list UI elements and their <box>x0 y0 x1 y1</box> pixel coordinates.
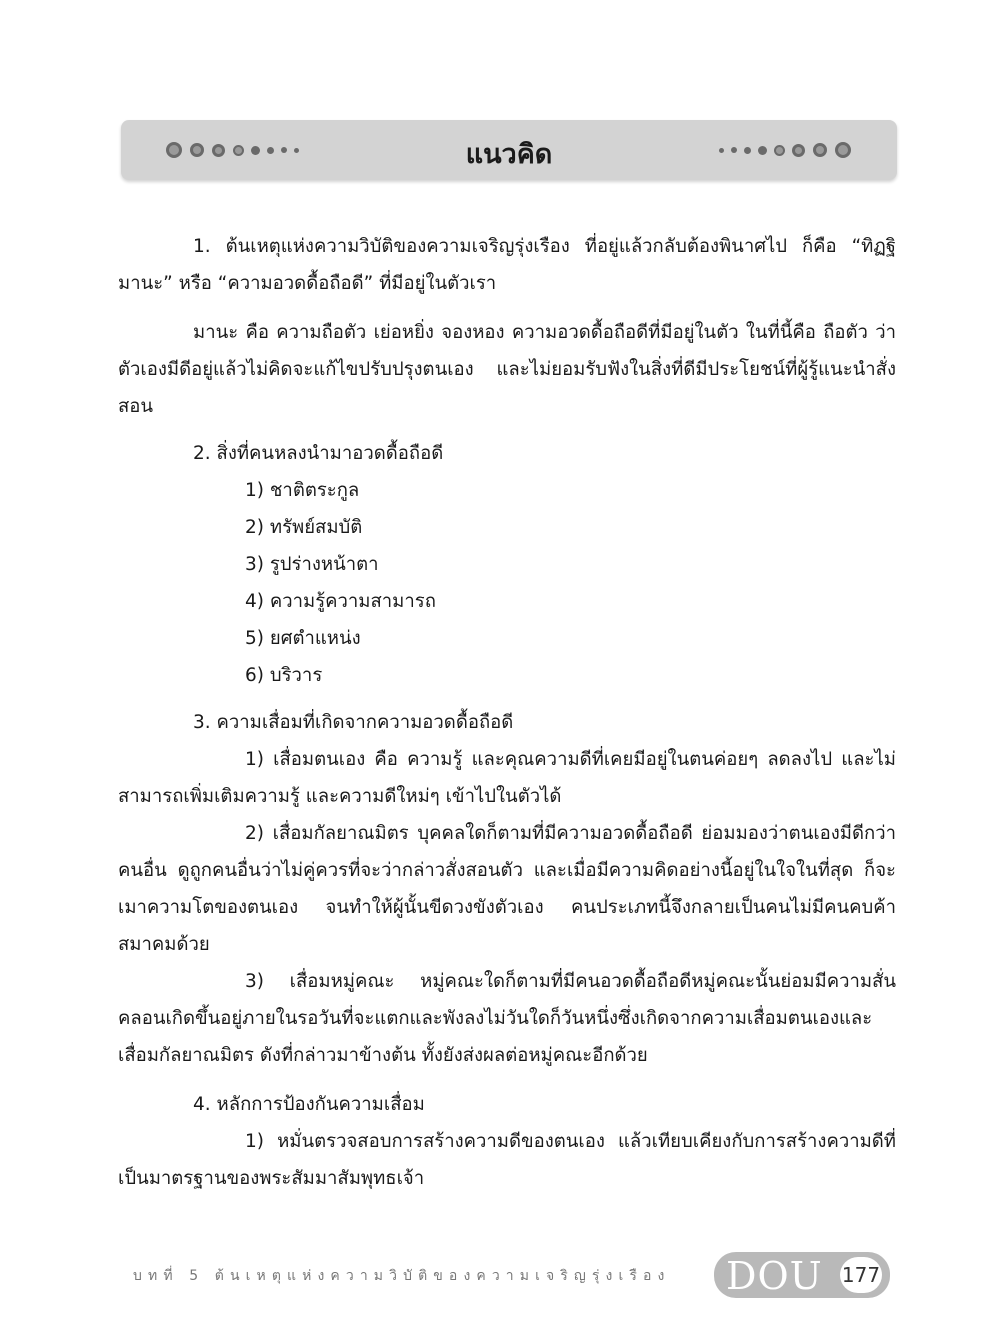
section-3-item: 2) เสื่อมกัลยาณมิตร บุคคลใดก็ตามที่มีความอวดดื้อถือดี ย่อมมองว่าตนเองมีดีกว่าคนอื่น ดูถูกคนอื่นว่าไม่คู่ควรที่จะว่ากล่าวสั่งสอนตัว และเมื่อมีความคิดอย่างนี้อยู่ในใจในที่สุด ก็จะเมาความโตของตนเอง จนทำให้ผู้นั้นขีดวงขังตัวเอง คนประเภทนี้จึงกลายเป็นคนไม่มีคนคบค้าสมาคมด้วย <box>118 823 896 955</box>
list-item: 6) บริวาร <box>245 665 323 686</box>
dot-icon <box>731 147 737 153</box>
brand-logo: DOU <box>726 1254 823 1298</box>
dot-icon <box>744 147 751 154</box>
footer-chapter-title: บทที่ 5 ต้นเหตุแห่งความวิบัติของความเจริญรุ่งเรือง <box>133 1268 671 1284</box>
section-4-item: 1) หมั่นตรวจสอบการสร้างความดีของตนเอง แล้วเทียบเคียงกับการสร้างความดีที่เป็นมาตรฐานของพระสัมมาสัมพุทธเจ้า <box>118 1131 896 1189</box>
section-3-item: 3) เสื่อมหมู่คณะ หมู่คณะใดก็ตามที่มีคนอวดดื้อถือดีหมู่คณะนั้นย่อมมีความสั่นคลอนเกิดขึ้นอยู่ภายในรอวันที่จะแตกและพังลงไม่วันใดก็วันหนึ่งซึ่งเกิดจากความเสื่อมตนเองและเสื่อมกัลยาณมิตร ดังที่กล่าวมาข้างต้น ทั้งยังส่งผลต่อหมู่คณะอีกด้วย <box>118 971 896 1066</box>
dot-icon <box>835 142 851 158</box>
section-4-heading: 4. หลักการป้องกันความเสื่อม <box>193 1094 425 1115</box>
dot-icon <box>758 146 767 155</box>
dot-icon <box>792 144 805 157</box>
dot-icon <box>774 145 785 156</box>
section-3-heading: 3. ความเสื่อมที่เกิดจากความอวดดื้อถือดี <box>193 712 514 733</box>
decorative-dots-right <box>719 138 851 162</box>
footer-badge <box>714 1252 890 1298</box>
section-2-heading: 2. สิ่งที่คนหลงนำมาอวดดื้อถือดี <box>193 443 444 464</box>
dot-icon <box>719 148 724 153</box>
header-banner <box>121 120 897 180</box>
dot-icon <box>813 143 827 157</box>
list-item: 1) ชาติตระกูล <box>245 480 360 501</box>
list-item: 4) ความรู้ความสามารถ <box>245 591 436 612</box>
list-item: 3) รูปร่างหน้าตา <box>245 554 379 575</box>
page-title: แนวคิด <box>465 139 553 170</box>
section-1-explanation: มานะ คือ ความถือตัว เย่อหยิ่ง จองหอง ความอวดดื้อถือดีที่มีอยู่ในตัว ในที่นี้คือ ถือตัว ว่าตัวเองมีดีอยู่แล้วไม่คิดจะแก้ไขปรับปรุงตนเอง และไม่ยอมรับฟังในสิ่งที่ดีมีประโยชน์ที่ผู้รู้แนะนำสั่งสอน <box>118 322 896 417</box>
main-content <box>118 228 896 1197</box>
list-item: 2) ทรัพย์สมบัติ <box>245 517 363 538</box>
page-number: 177 <box>840 1257 882 1293</box>
list-item: 5) ยศตำแหน่ง <box>245 628 361 649</box>
section-1-lead: 1. ต้นเหตุแห่งความวิบัติของความเจริญรุ่งเรือง ที่อยู่แล้วกลับต้องพินาศไป ก็คือ “ทิฏฐิมานะ” หรือ “ความอวดดื้อถือดี” ที่มีอยู่ในตัวเรา <box>118 236 896 294</box>
section-3-item: 1) เสื่อมตนเอง คือ ความรู้ และคุณความดีที่เคยมีอยู่ในตนค่อยๆ ลดลงไป และไม่สามารถเพิ่มเติมความรู้ และความดีใหม่ๆ เข้าไปในตัวได้ <box>118 749 896 807</box>
